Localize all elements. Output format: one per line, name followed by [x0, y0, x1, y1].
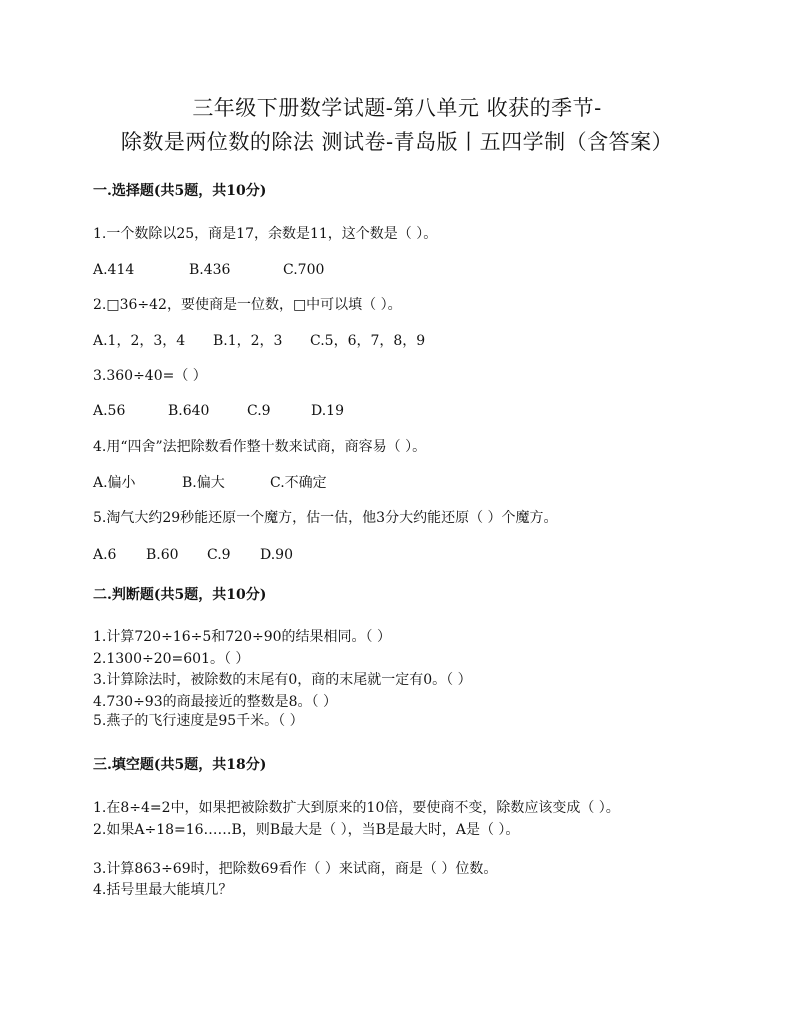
judge-item-1: 1.计算720÷16÷5和720÷90的结果相同。（ ） [93, 629, 391, 645]
judge-item-2: 2.1300÷20=601。（ ） [93, 651, 250, 667]
section-2-heading: 二.判断题(共5题，共10分) [93, 587, 267, 603]
option-d: D.19 [311, 403, 344, 419]
option-b: B.60 [146, 547, 179, 563]
fill-item-1: 1.在8÷4=2中，如果把被除数扩大到原来的10倍，要使商不变，除数应该变成（ ）。 [93, 800, 620, 816]
option-a: A.414 [93, 262, 135, 278]
fill-item-3: 3.计算863÷69时，把除数69看作（ ）来试商，商是（ ）位数。 [93, 861, 498, 877]
option-c: C.9 [207, 547, 231, 563]
fill-item-2: 2.如果A÷18=16……B，则B最大是（ ），当B是最大时，A是（ ）。 [93, 822, 520, 838]
section-1-heading: 一.选择题(共5题，共10分) [93, 183, 267, 199]
option-a: A.6 [93, 547, 117, 563]
title-line-2: 除数是两位数的除法 测试卷-青岛版丨五四学制（含答案） [120, 130, 674, 154]
option-b: B.640 [168, 403, 210, 419]
question-5: 5.淘气大约29秒能还原一个魔方，估一估，他3分大约能还原（ ）个魔方。 [93, 510, 558, 526]
option-c: C.700 [283, 262, 325, 278]
judge-item-5: 5.燕子的飞行速度是95千米。（ ） [93, 713, 304, 729]
option-a: A.1，2，3，4 [93, 333, 186, 349]
option-c: C.不确定 [270, 475, 327, 491]
question-2: 2.□36÷42，要使商是一位数，□中可以填（ ）。 [93, 297, 402, 313]
question-4: 4.用“四舍”法把除数看作整十数来试商，商容易（ ）。 [93, 439, 427, 455]
option-d: D.90 [260, 547, 293, 563]
option-c: C.5，6，7，8，9 [310, 333, 426, 349]
question-3: 3.360÷40=（ ） [93, 368, 207, 384]
option-c: C.9 [247, 403, 271, 419]
option-a: A.56 [93, 403, 126, 419]
fill-item-4: 4.括号里最大能填几？ [93, 882, 233, 898]
judge-item-3: 3.计算除法时，被除数的末尾有0，商的末尾就一定有0。（ ） [93, 672, 472, 688]
option-a: A.偏小 [93, 475, 136, 491]
question-1: 1.一个数除以25，商是17，余数是11，这个数是（ ）。 [93, 226, 438, 242]
title-line-1: 三年级下册数学试题-第八单元 收获的季节- [192, 96, 602, 120]
judge-item-4: 4.730÷93的商最接近的整数是8。（ ） [93, 694, 337, 710]
option-b: B.偏大 [182, 475, 225, 491]
section-3-heading: 三.填空题(共5题，共18分) [93, 757, 267, 773]
option-b: B.1，2，3 [213, 333, 283, 349]
option-b: B.436 [189, 262, 231, 278]
